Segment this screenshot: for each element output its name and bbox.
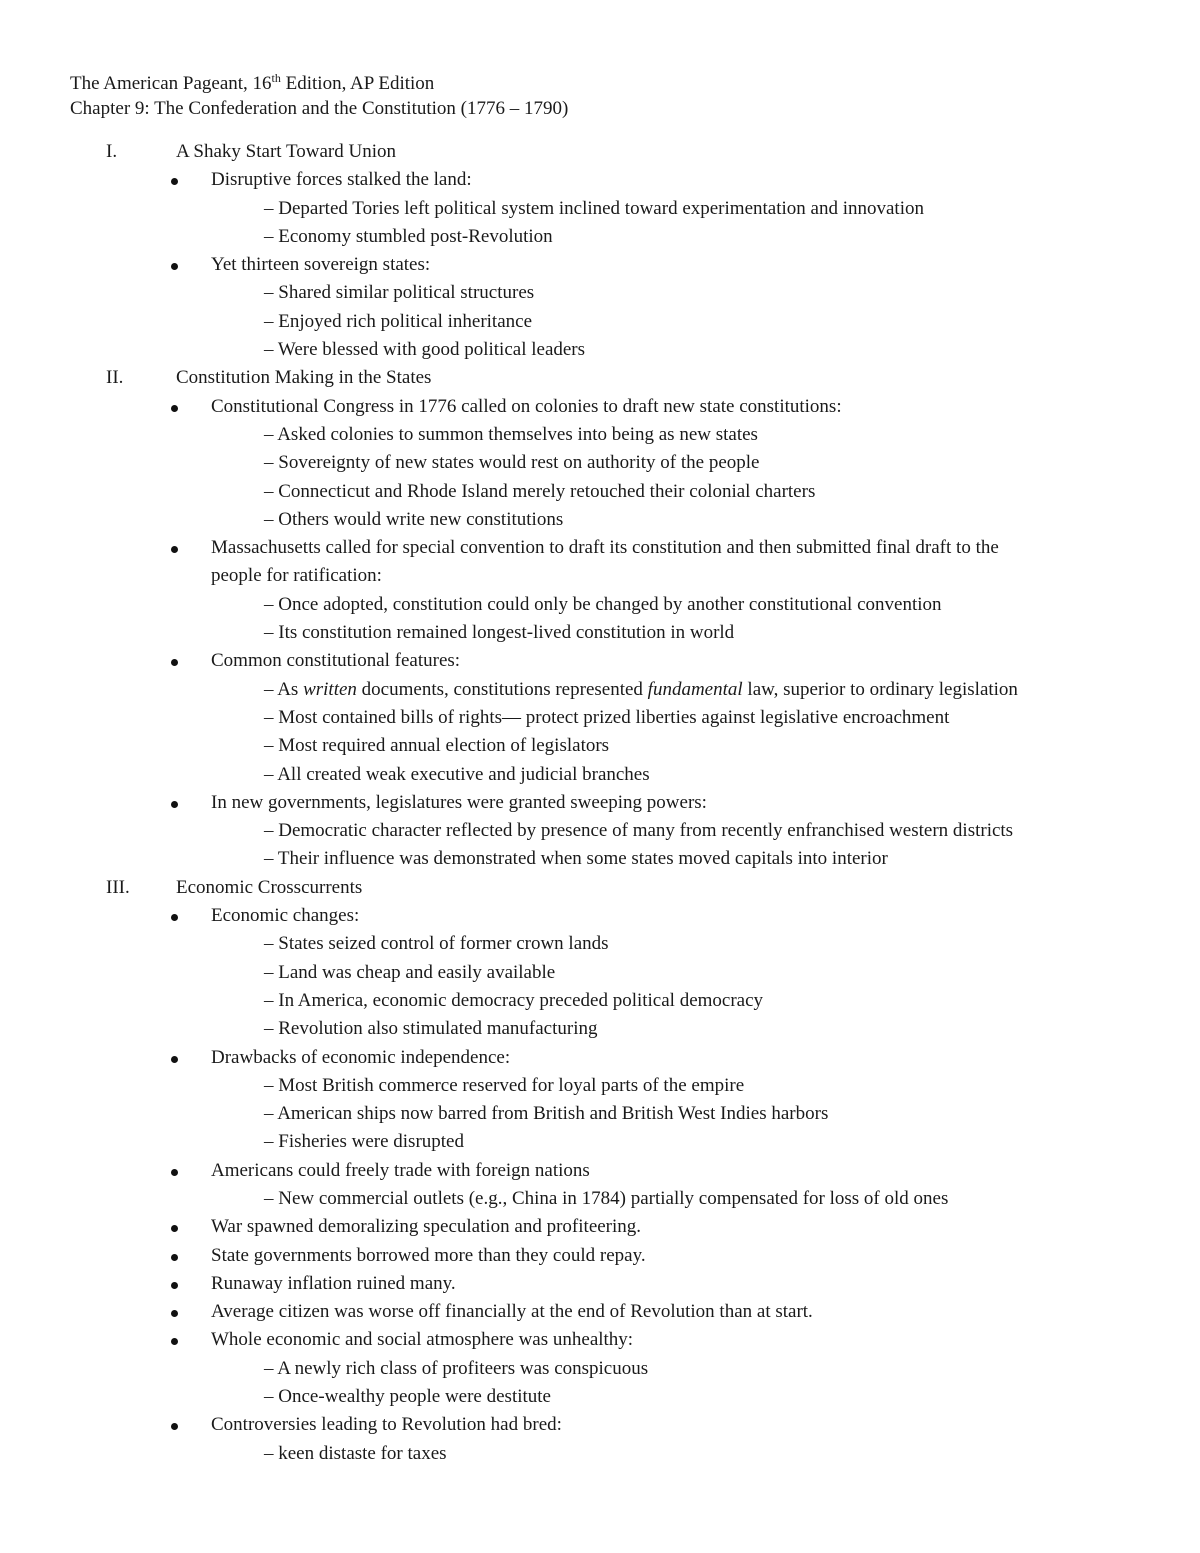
bullet-icon <box>171 1056 178 1063</box>
bullet-icon <box>171 178 178 185</box>
sub-item <box>0 733 1200 761</box>
bullet-text: Common constitutional features: <box>211 650 461 672</box>
sub-item <box>0 677 1200 705</box>
bullet-text: Americans could freely trade with foreign nations <box>211 1159 590 1181</box>
bullet-text: Whole economic and social atmosphere was unhealthy: <box>211 1329 634 1351</box>
bullet-icon <box>171 1169 178 1176</box>
bullet-text: Drawbacks of economic independence: <box>211 1046 511 1068</box>
sub-item-text: – All created weak executive and judicial branches <box>264 763 650 785</box>
bullet-item <box>0 1412 1200 1440</box>
emphasis-written: written <box>303 678 357 700</box>
bullet-icon <box>171 1282 178 1289</box>
bullet-icon <box>171 405 178 412</box>
sub-item-text: – Departed Tories left political system inclined toward experimentation and innovation <box>264 197 924 219</box>
sub-item <box>0 988 1200 1016</box>
sub-item <box>0 1356 1200 1384</box>
bullet-icon <box>171 263 178 270</box>
bullet-text: Constitutional Congress in 1776 called on colonies to draft new state constitutions: <box>211 395 842 417</box>
bullet-text: Average citizen was worse off financially at the end of Revolution than at start. <box>211 1301 813 1323</box>
sub-item-text: – As written documents, constitutions represented fundamental law, superior to ordinary legislation <box>264 678 1018 700</box>
section-numeral: III. <box>106 876 130 898</box>
bullet-item <box>0 394 1200 422</box>
bullet-icon <box>171 546 178 553</box>
sub-item <box>0 620 1200 648</box>
bullet-item <box>0 1214 1200 1242</box>
section-title: Constitution Making in the States <box>176 367 432 389</box>
bullet-icon <box>171 1254 178 1261</box>
sub-item-text: – Its constitution remained longest-lived constitution in world <box>264 622 735 644</box>
bullet-icon <box>171 1310 178 1317</box>
sub-item-text: – Were blessed with good political leaders <box>264 339 586 361</box>
sub-item-text: – Shared similar political structures <box>264 282 535 304</box>
sub-item <box>0 280 1200 308</box>
sub-item <box>0 450 1200 478</box>
section-title: A Shaky Start Toward Union <box>176 141 396 162</box>
outline <box>0 139 1200 1469</box>
section-heading <box>0 365 1200 393</box>
sub-item <box>0 422 1200 450</box>
section-title: Economic Crosscurrents <box>176 876 363 898</box>
sub-item-text: – Economy stumbled post-Revolution <box>264 225 553 247</box>
document-title: The American Pageant, 16th Edition, AP Edition <box>70 71 435 94</box>
sub-item <box>0 1016 1200 1044</box>
sub-item-text: – Democratic character reflected by presence of many from recently enfranchised western districts <box>264 820 1014 842</box>
sub-item-text: – American ships now barred from British and British West Indies harbors <box>264 1103 829 1125</box>
sub-item-text: – Fisheries were disrupted <box>264 1131 464 1153</box>
chapter-title: Chapter 9: The Confederation and the Constitution (1776 – 1790) <box>70 98 569 119</box>
sub-item-text: – Most required annual election of legislators <box>264 735 610 757</box>
sub-item-text: – Most British commerce reserved for loyal parts of the empire <box>264 1074 745 1096</box>
section-numeral: I. <box>106 141 118 162</box>
sub-item <box>0 309 1200 337</box>
bullet-icon <box>171 914 178 921</box>
bullet-text: Yet thirteen sovereign states: <box>211 254 431 276</box>
sub-item <box>0 705 1200 733</box>
sub-item-text: – Land was cheap and easily available <box>264 961 556 983</box>
bullet-text: Controversies leading to Revolution had bred: <box>211 1414 562 1436</box>
sub-item <box>0 592 1200 620</box>
bullet-text: War spawned demoralizing speculation and profiteering. <box>211 1216 642 1238</box>
bullet-text: Runaway inflation ruined many. <box>211 1272 456 1294</box>
sub-item <box>0 1101 1200 1129</box>
bullet-text: State governments borrowed more than they could repay. <box>211 1244 646 1266</box>
emphasis-fundamental: fundamental <box>647 678 743 700</box>
sub-item-text: – Revolution also stimulated manufacturing <box>264 1018 598 1040</box>
bullet-item <box>0 535 1200 563</box>
bullet-item <box>0 1158 1200 1186</box>
sub-item-text: – keen distaste for taxes <box>264 1442 447 1464</box>
sub-item <box>0 1073 1200 1101</box>
sub-item <box>0 1129 1200 1157</box>
sub-item-text: – Once-wealthy people were destitute <box>264 1386 551 1408</box>
sub-item-text: – Asked colonies to summon themselves into being as new states <box>264 423 758 445</box>
sub-item-text: – New commercial outlets (e.g., China in 1784) partially compensated for loss of old ones <box>264 1187 949 1209</box>
bullet-icon <box>171 801 178 808</box>
bullet-icon <box>171 1423 178 1430</box>
bullet-text: Massachusetts called for special convention to draft its constitution and then submitted final draft to the <box>211 537 999 559</box>
bullet-item <box>0 1243 1200 1271</box>
sub-item-text: – Once adopted, constitution could only be changed by another constitutional convention <box>264 593 942 615</box>
bullet-text-continued: people for ratification: <box>211 565 382 587</box>
sub-item-text: – Others would write new constitutions <box>264 508 564 530</box>
bullet-item <box>0 252 1200 280</box>
bullet-item <box>0 167 1200 195</box>
bullet-continuation <box>0 563 1200 591</box>
sub-item-text: – A newly rich class of profiteers was conspicuous <box>264 1357 649 1379</box>
bullet-text: In new governments, legislatures were granted sweeping powers: <box>211 791 707 813</box>
sub-item <box>0 196 1200 224</box>
section-heading <box>0 139 1200 167</box>
sub-item <box>0 479 1200 507</box>
sub-item-text: – Most contained bills of rights— protect prized liberties against legislative encroachment <box>264 706 950 728</box>
bullet-icon <box>171 659 178 666</box>
sub-item <box>0 846 1200 874</box>
sub-item <box>0 1186 1200 1214</box>
bullet-item <box>0 903 1200 931</box>
section-heading <box>0 875 1200 903</box>
sub-item <box>0 1384 1200 1412</box>
sub-item-text: – States seized control of former crown lands <box>264 933 609 955</box>
sub-item-text: – Connecticut and Rhode Island merely retouched their colonial charters <box>264 480 816 502</box>
section-numeral: II. <box>106 367 124 389</box>
sub-item <box>0 818 1200 846</box>
bullet-text: Disruptive forces stalked the land: <box>211 169 472 191</box>
bullet-item <box>0 1299 1200 1327</box>
bullet-text: Economic changes: <box>211 905 360 927</box>
bullet-item <box>0 790 1200 818</box>
bullet-item <box>0 1327 1200 1355</box>
sub-item-text: – Enjoyed rich political inheritance <box>264 310 533 332</box>
bullet-item <box>0 1045 1200 1073</box>
sub-item <box>0 507 1200 535</box>
sub-item <box>0 931 1200 959</box>
sub-item <box>0 337 1200 365</box>
sub-item-text: – Sovereignty of new states would rest on authority of the people <box>264 452 760 474</box>
sub-item-text: – Their influence was demonstrated when some states moved capitals into interior <box>264 848 888 870</box>
sub-item <box>0 224 1200 252</box>
bullet-icon <box>171 1338 178 1345</box>
bullet-icon <box>171 1225 178 1232</box>
sub-item-text: – In America, economic democracy preceded political democracy <box>264 989 764 1011</box>
sub-item <box>0 1441 1200 1469</box>
sub-item <box>0 762 1200 790</box>
sub-item <box>0 960 1200 988</box>
bullet-item <box>0 1271 1200 1299</box>
bullet-item <box>0 648 1200 676</box>
